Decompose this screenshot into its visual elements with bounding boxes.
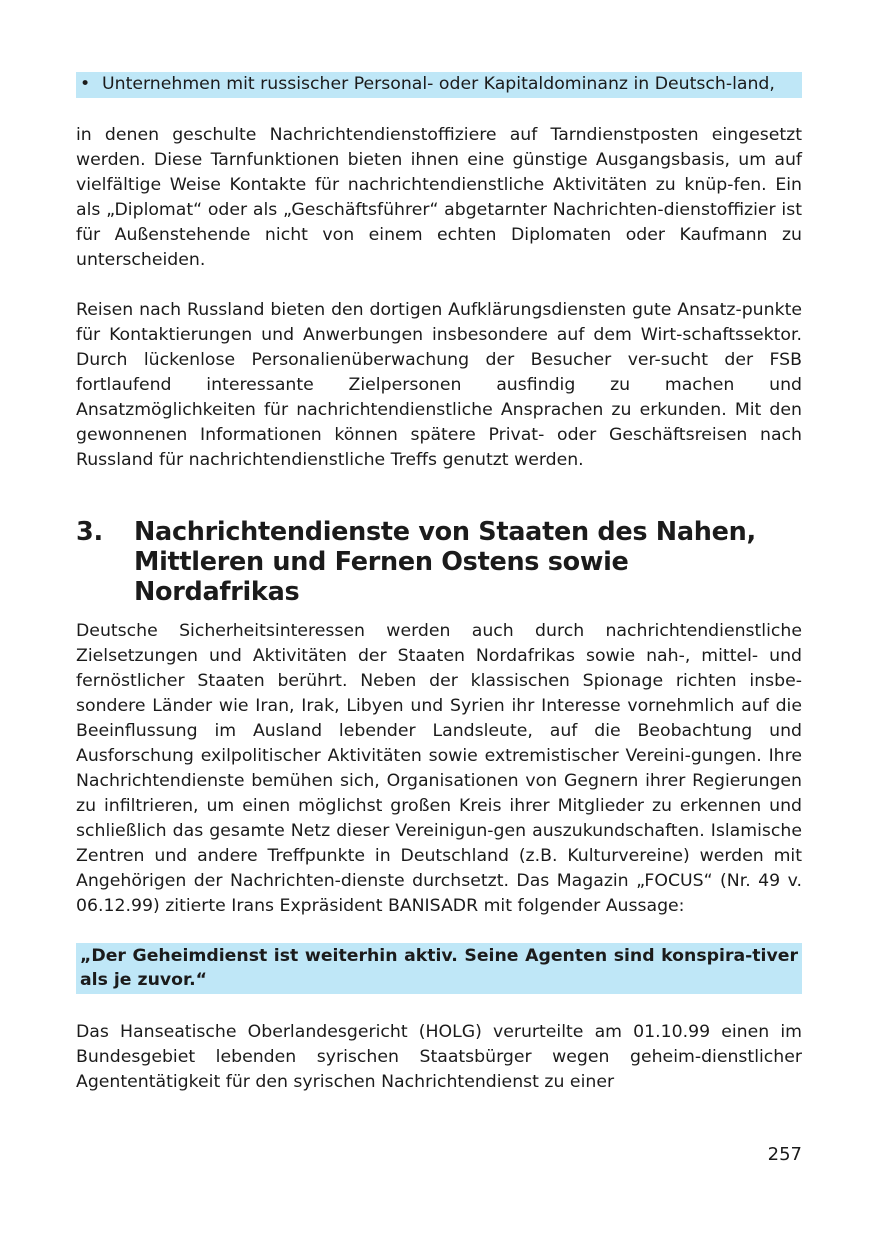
page-number: 257 [767, 1144, 802, 1165]
highlighted-quote: „Der Geheimdienst ist weiterhin aktiv. Seine Agenten sind konspira-tiver als je zuvor.“ [76, 943, 802, 994]
bullet-icon: • [80, 74, 91, 94]
section-number: 3. [76, 517, 103, 547]
section-title-line-1: Nachrichtendienste von Staaten des Nahen, [134, 517, 756, 547]
section-title [134, 517, 802, 607]
section-heading [76, 517, 802, 607]
paragraph-holg-urteil: Das Hanseatische Oberlandesgericht (HOLG) verurteilte am 01.10.99 einen im Bundesgebiet lebenden syrischen Staatsbürger wegen geheim-dienstlicher Agententätigkeit für den syrischen Nachrichtendienst zu einer [76, 1022, 802, 1092]
bullet-text: Unternehmen mit russischer Personal- oder Kapitaldominanz in Deutsch-land, [102, 74, 775, 94]
highlighted-bullet-item [76, 72, 802, 98]
paragraph-sicherheitsinteressen: Deutsche Sicherheitsinteressen werden auch durch nachrichtendienstliche Zielsetzungen und Aktivitäten der Staaten Nordafrikas sowie nah-, mittel- und fernöstlicher Staaten berührt. Neben der klassischen Spionage richten insbe-sondere Länder wie Iran, Irak, Libyen und Syrien ihr Interesse vornehmlich auf die Beeinflussung im Ausland lebender Landsleute, auf die Beobachtung und Ausforschung exilpolitischer Aktivitäten sowie extremistischer Vereini-gungen. Ihre Nachrichtendienste bemühen sich, Organisationen von Gegnern ihrer Regierungen zu infiltrieren, um einen möglichst großen Kreis ihrer Mitglieder zu erkennen und schließlich das gesamte Netz dieser Vereinigun-gen auszukundschaften. Islamische Zentren und andere Treffpunkte in Deutschland (z.B. Kulturvereine) werden mit Angehörigen der Nachrichten-dienste durchsetzt. Das Magazin „FOCUS“ (Nr. 49 v. 06.12.99) zitierte Irans Expräsident BANISADR mit folgender Aussage: [76, 621, 802, 916]
section-title-line-2: Mittleren und Fernen Ostens sowie Nordafrikas [134, 547, 629, 607]
page-content [76, 72, 802, 1095]
paragraph-reisen-russland: Reisen nach Russland bieten den dortigen Aufklärungsdiensten gute Ansatz-punkte für Kontaktierungen und Anwerbungen insbesondere auf dem Wirt-schaftssektor. Durch lückenlose Personalienüberwachung der Besucher ver-sucht der FSB fortlaufend interessante Zielpersonen ausfindig zu machen und Ansatzmöglichkeiten für nachrichtendienstliche Ansprachen zu erkunden. Mit den gewonnenen Informationen können spätere Privat- oder Geschäftsreisen nach Russland für nachrichtendienstliche Treffs genutzt werden. [76, 300, 802, 470]
paragraph-tarnposten: in denen geschulte Nachrichtendienstoffiziere auf Tarndienstposten eingesetzt werden. Diese Tarnfunktionen bieten ihnen eine günstige Ausgangsbasis, um auf vielfältige Weise Kontakte für nachrichtendienstliche Aktivitäten zu knüp-fen. Ein als „Diplomat“ oder als „Geschäftsführer“ abgetarnter Nachrichten-dienstoffizier ist für Außenstehende nicht von einem echten Diplomaten oder Kaufmann zu unterscheiden. [76, 125, 802, 270]
